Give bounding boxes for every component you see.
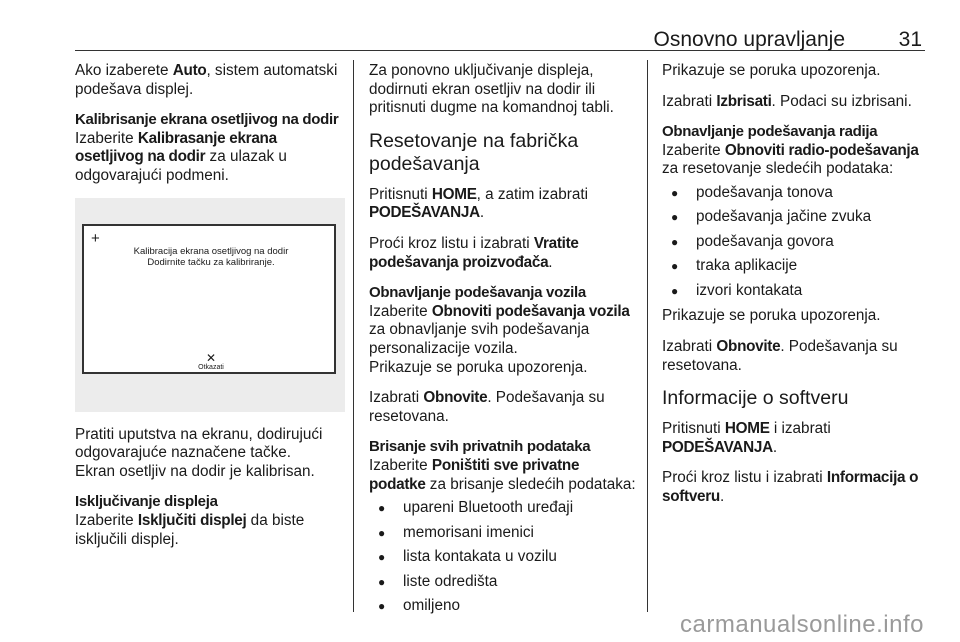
subheading-vehicle-settings: Obnavljanje podešavanja vozila: [369, 284, 586, 302]
page-number: 31: [898, 28, 922, 51]
cancel-label: Otkazati: [198, 363, 224, 371]
list-item: ● izvori kontakata: [662, 279, 932, 304]
watermark: carmanualsonline.info: [680, 611, 924, 638]
page-header: [75, 28, 925, 51]
paragraph: Proći kroz listu i izabrati Informacija o softveru.: [662, 469, 919, 506]
paragraph: Prikazuje se poruka upozorenja.: [662, 62, 881, 79]
column-2: [369, 62, 639, 619]
paragraph: Pritisnuti HOME, a zatim izabrati PODEŠAVANJA.: [369, 185, 588, 222]
paragraph: Izaberite Obnoviti radio-podešavanja za resetovanje sledećih podataka:: [662, 141, 919, 178]
private-data-list: [369, 496, 639, 619]
paragraph: Izaberite Obnoviti podešavanja vozila za obnavljanje svih podešavanja personalizacije vozila.: [369, 302, 630, 357]
list-item: ● traka aplikacije: [662, 254, 932, 279]
list-item: ● upareni Bluetooth uređaji: [369, 496, 639, 521]
paragraph: Izaberite Kalibrasanje ekrana osetljivog na dodir za ulazak u odgovarajući podmeni.: [75, 129, 287, 184]
column-1: [75, 62, 345, 561]
paragraph: Za ponovno uključivanje displeja, dodirnuti ekran osetljiv na dodir ili pritisnuti dugme na komandnoj tabli.: [369, 62, 614, 117]
paragraph: Pritisnuti HOME i izabrati PODEŠAVANJA.: [662, 420, 831, 456]
column-3: [662, 62, 932, 519]
paragraph: Prikazuje se poruka upozorenja.: [662, 307, 881, 325]
calibration-message: Kalibracija ekrana osetljivog na dodir Dodirnite tačku za kalibriranje.: [133, 245, 289, 268]
close-icon: ✕: [205, 350, 217, 365]
paragraph: Ekran osetljiv na dodir je kalibrisan.: [75, 462, 315, 480]
page-title: Osnovno upravljanje: [653, 28, 845, 51]
subheading-radio-settings: Obnavljanje podešavanja radija: [662, 123, 878, 141]
paragraph: Ako izaberete Auto, sistem automatski podešava displej.: [75, 62, 338, 98]
paragraph: Pratiti uputstva na ekranu, dodirujući odgovarajuće naznačene tačke.: [75, 425, 323, 462]
crosshair-icon: +: [91, 229, 100, 247]
list-item: ● omiljeno: [369, 594, 639, 619]
section-heading-software-info: Informacije o softveru: [662, 387, 849, 410]
paragraph: Izabrati Obnovite. Podešavanja su resetovana.: [369, 389, 605, 425]
paragraph: Prikazuje se poruka upozorenja.: [369, 358, 588, 376]
column-divider: [647, 60, 648, 612]
list-item: ● liste odredišta: [369, 570, 639, 595]
calibration-screen-figure: [75, 198, 345, 412]
paragraph: Izaberite Poništiti sve privatne podatke za brisanje sledećih podataka:: [369, 456, 636, 493]
list-item: ● podešavanja jačine zvuka: [662, 205, 932, 230]
subheading-calibration: Kalibrisanje ekrana osetljivog na dodir: [75, 111, 339, 129]
radio-settings-list: [662, 181, 932, 304]
paragraph: Proći kroz listu i izabrati Vratite podešavanja proizvođača.: [369, 234, 579, 271]
subheading-private-data: Brisanje svih privatnih podataka: [369, 438, 591, 456]
column-divider: [353, 60, 354, 612]
list-item: ● podešavanja govora: [662, 230, 932, 255]
list-item: ● podešavanja tonova: [662, 181, 932, 206]
list-item: ● memorisani imenici: [369, 521, 639, 546]
calibration-screen: [82, 224, 336, 374]
section-heading-factory-reset: Resetovanje na fabrička podešavanja: [369, 129, 579, 175]
paragraph: Izaberite Isključiti displej da biste isključili displej.: [75, 511, 305, 548]
paragraph: Izabrati Izbrisati. Podaci su izbrisani.: [662, 92, 912, 110]
list-item: ● lista kontakata u vozilu: [369, 545, 639, 570]
paragraph: Izabrati Obnovite. Podešavanja su resetovana.: [662, 338, 898, 374]
subheading-display-off: Isključivanje displeja: [75, 493, 218, 511]
